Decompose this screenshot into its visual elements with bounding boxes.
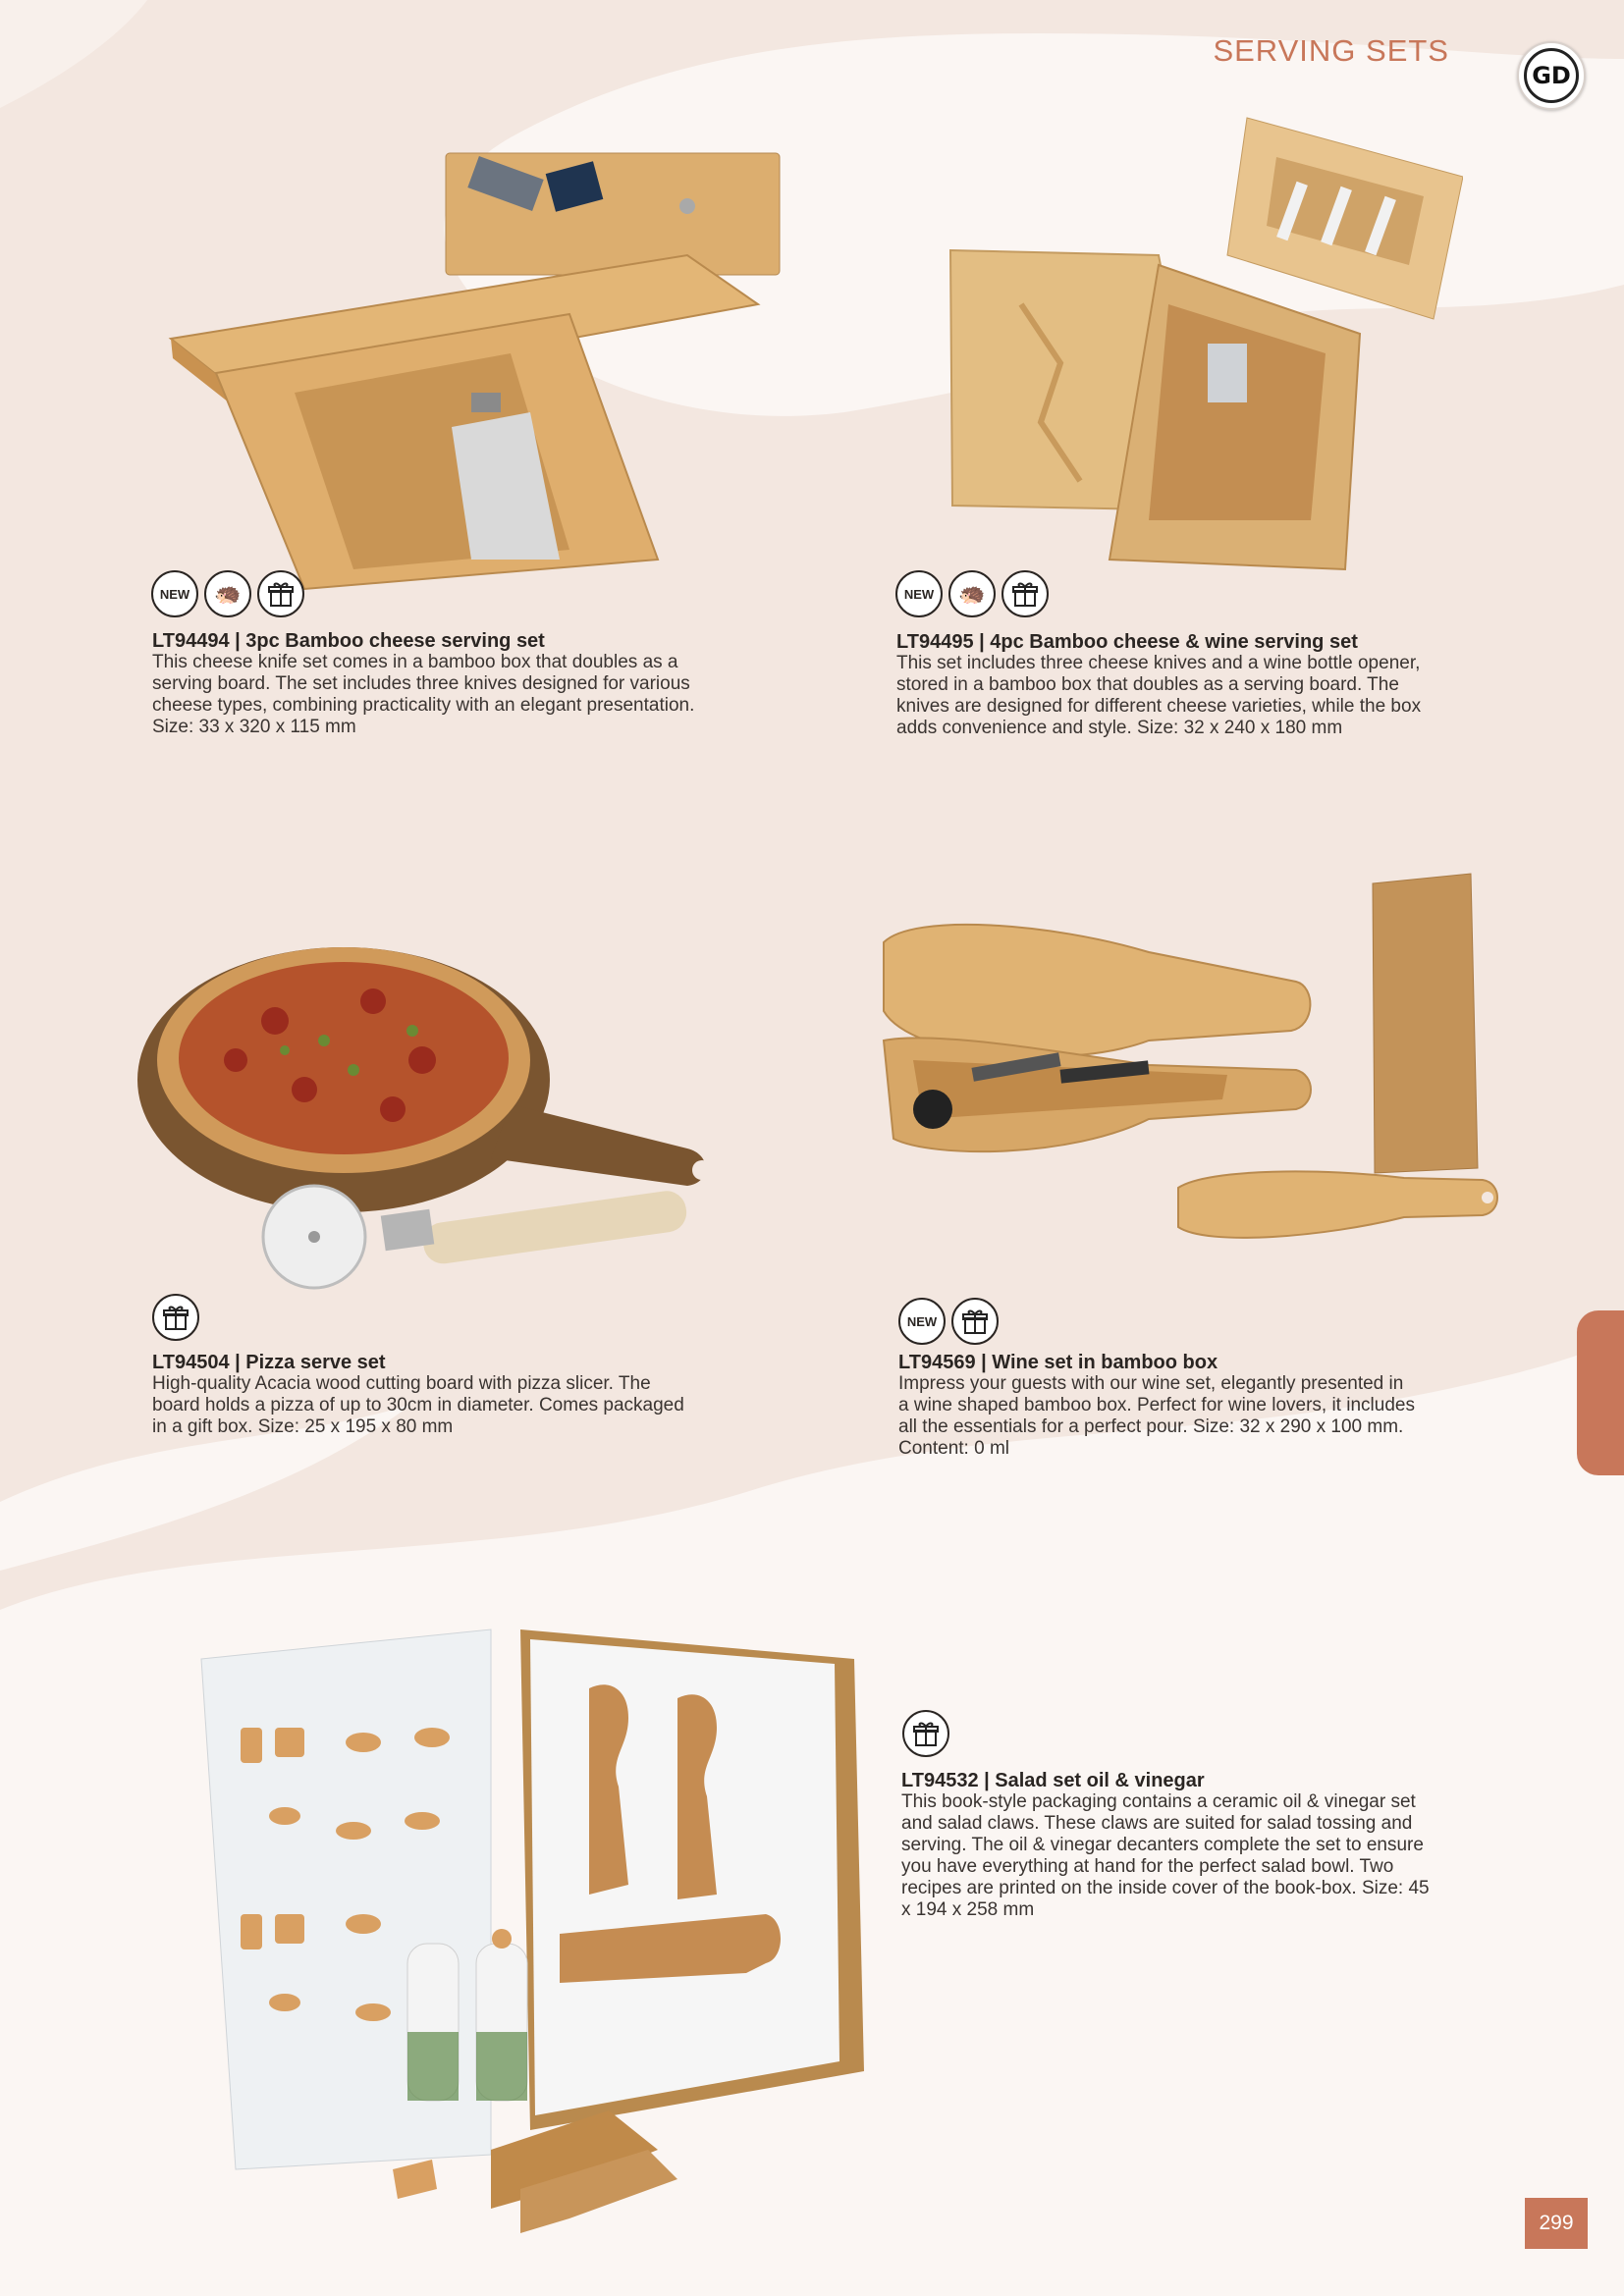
product-desc-line: Content: 0 ml bbox=[898, 1438, 1009, 1459]
product-title: LT94504 | Pizza serve set bbox=[152, 1352, 386, 1373]
gift-box-icon bbox=[152, 1294, 199, 1341]
product-desc-line: Impress your guests with our wine set, elegantly presented in bbox=[898, 1373, 1404, 1394]
product-icons bbox=[902, 1710, 949, 1757]
new-badge: NEW bbox=[898, 1298, 946, 1345]
product-desc-line: This set includes three cheese knives and a wine bottle opener, bbox=[896, 653, 1421, 673]
product-title: LT94569 | Wine set in bamboo box bbox=[898, 1352, 1218, 1373]
product-desc-line: cheese types, combining practicality with an elegant presentation. bbox=[152, 695, 695, 716]
hedgehog-icon: 🦔 bbox=[204, 570, 251, 617]
product-image-wine-set bbox=[854, 864, 1522, 1286]
brand-logo bbox=[1517, 41, 1586, 110]
new-badge: NEW bbox=[895, 570, 943, 617]
section-title: SERVING SETS bbox=[1213, 33, 1449, 68]
product-lt94532 bbox=[901, 1770, 1530, 1921]
product-desc-line: High-quality Acacia wood cutting board with pizza slicer. The bbox=[152, 1373, 651, 1394]
product-icons bbox=[895, 570, 1049, 617]
product-icons bbox=[898, 1298, 999, 1345]
product-image-salad-set bbox=[196, 1620, 884, 2248]
page-number: 299 bbox=[1525, 2198, 1588, 2249]
product-image-cheese-wine-set bbox=[913, 108, 1463, 618]
gift-box-icon bbox=[1001, 570, 1049, 617]
product-desc-line: x 194 x 258 mm bbox=[901, 1899, 1035, 1920]
new-badge: NEW bbox=[151, 570, 198, 617]
product-desc-line: a wine shaped bamboo box. Perfect for wine lovers, it includes bbox=[898, 1395, 1415, 1415]
product-desc-line: Size: 33 x 320 x 115 mm bbox=[152, 717, 356, 737]
product-desc-line: stored in a bamboo box that doubles as a serving board. The bbox=[896, 674, 1399, 695]
section-tab[interactable] bbox=[1577, 1310, 1624, 1475]
product-desc-line: This book-style packaging contains a ceramic oil & vinegar set bbox=[901, 1791, 1416, 1812]
hedgehog-icon: 🦔 bbox=[948, 570, 996, 617]
product-icons bbox=[151, 570, 304, 617]
product-lt94495 bbox=[896, 631, 1525, 739]
gift-box-icon bbox=[951, 1298, 999, 1345]
product-lt94504 bbox=[152, 1352, 781, 1438]
product-icons bbox=[152, 1294, 199, 1341]
product-desc-line: and salad claws. These claws are suited for salad tossing and bbox=[901, 1813, 1413, 1834]
product-title: LT94494 | 3pc Bamboo cheese serving set bbox=[152, 630, 545, 652]
product-desc-line: you have everything at hand for the perfect salad bowl. Two bbox=[901, 1856, 1394, 1877]
product-title: LT94532 | Salad set oil & vinegar bbox=[901, 1770, 1205, 1791]
product-desc-line: serving. The oil & vinegar decanters complete the set to ensure bbox=[901, 1835, 1424, 1855]
product-desc-line: board holds a pizza of up to 30cm in diameter. Comes packaged bbox=[152, 1395, 684, 1415]
product-desc-line: in a gift box. Size: 25 x 195 x 80 mm bbox=[152, 1416, 454, 1437]
product-desc-line: This cheese knife set comes in a bamboo box that doubles as a bbox=[152, 652, 678, 672]
product-desc-line: knives are designed for different cheese varieties, while the box bbox=[896, 696, 1422, 717]
product-image-cheese-set bbox=[157, 147, 785, 609]
gift-box-icon bbox=[257, 570, 304, 617]
product-desc-line: adds convenience and style. Size: 32 x 240 x 180 mm bbox=[896, 718, 1343, 738]
gift-box-icon bbox=[902, 1710, 949, 1757]
product-desc-line: all the essentials for a perfect pour. Size: 32 x 290 x 100 mm. bbox=[898, 1416, 1404, 1437]
product-title: LT94495 | 4pc Bamboo cheese & wine serving set bbox=[896, 631, 1358, 653]
logo-text: GD bbox=[1524, 48, 1579, 103]
product-lt94494 bbox=[152, 630, 781, 738]
product-lt94569 bbox=[898, 1352, 1527, 1460]
product-image-pizza-set bbox=[98, 913, 785, 1364]
product-desc-line: recipes are printed on the inside cover of the book-box. Size: 45 bbox=[901, 1878, 1430, 1898]
product-desc-line: serving board. The set includes three knives designed for various bbox=[152, 673, 690, 694]
